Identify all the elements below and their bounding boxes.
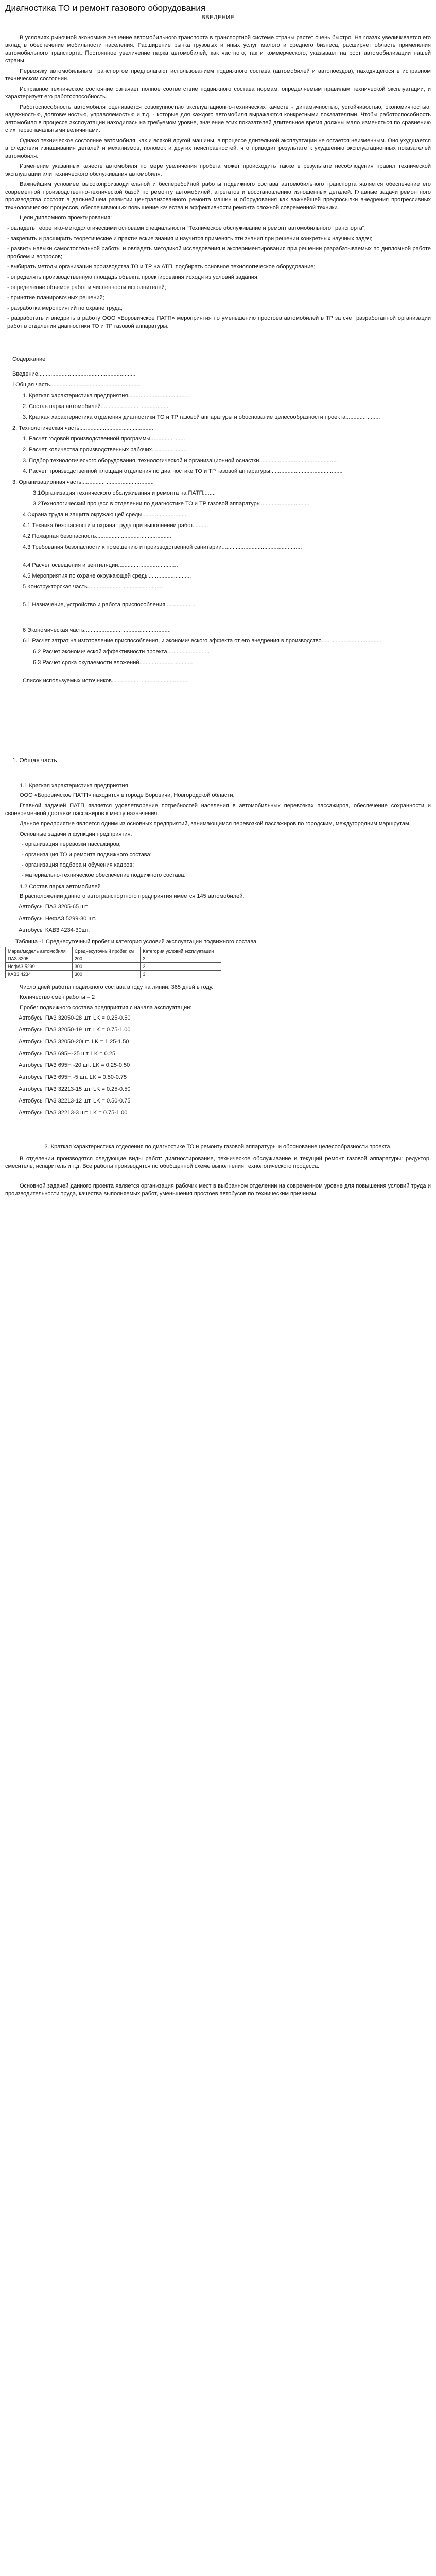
intro-heading: ВВЕДЕНИЕ <box>201 14 235 21</box>
table-header-cell: Марка/модель автомобиля <box>6 947 73 955</box>
table-row <box>6 955 221 963</box>
shifts-line: Количество смен работы – 2 <box>20 994 95 1001</box>
closing-paragraph: В отделении производятся следующие виды работ: диагностирование, техническое обслуживание и текущий ремонт газовой аппаратуры: редуктор, смеситель, испаритель и т.д. Все работы производятся по обобщенной схеме выполнения технологического процесса. <box>5 1156 431 1170</box>
work-days-line: Число дней работы подвижного состава в году на линии: 365 дней в году. <box>20 984 214 990</box>
toc-entry: 4.2 Пожарная безопасность................................................ <box>23 533 171 539</box>
table-row <box>6 963 221 971</box>
toc-entry: 2. Расчет количества производственных рабочих...................... <box>23 447 187 453</box>
intro-paragraph: Важнейшим условием высокопроизводительной и бесперебойной работы подвижного состава автомобильного транспорта является обеспечение его современной производственно-технической базой по ремонту автомобилей, агрегатов и восстановлению изношенных деталей. Главные задачи ремонтного производства состоят в дальнейшем развитии централизованного ремонта машин и оборудования как важнейшей предпосылки внедрения прогрессивных технологических процессов, обеспечивающих повышение качества и эффективности ремонта сложной современной техники. <box>5 181 431 211</box>
toc-lines <box>5 370 431 685</box>
mileage-line: Автобусы ПАЗ 32213-3 шт. LK = 0.75-1.00 <box>19 1110 128 1116</box>
function-item: - материально-техническое обеспечение подвижного состава. <box>22 872 186 878</box>
table-header-row <box>6 947 221 955</box>
intro-paragraph: Изменение указанных качеств автомобиля по мере увеличения пробега может происходить также в результате несоблюдения правил технической эксплуатации или технического обслуживания автомобиля. <box>5 163 431 177</box>
toc-entry: 6 Экономическая часть....................................................... <box>23 627 171 633</box>
goal-item: - разработать и внедрить в работу ООО «Боровичское ПАТП» мероприятия по уменьшению простоев автомобилей в ТР за счет разработанной организации работ в отделении диагностики ТО и ТР газовой аппаратуры. <box>7 315 431 329</box>
table-caption: Таблица -1 Среднесуточный пробег и категория условий эксплуатации подвижного состава <box>15 939 257 945</box>
table-row <box>6 971 221 978</box>
part1-heading: 1. Общая часть <box>12 757 57 764</box>
subsection-heading: 1.1 Краткая характеристика предприятия <box>20 783 128 789</box>
document-page <box>0 0 436 1221</box>
table-cell: 300 <box>72 971 141 978</box>
mileage-line: Автобусы ПАЗ 695Н -20 шт. LK = 0.25-0.50 <box>19 1062 130 1069</box>
toc-entry: 3. Организационная часть.............................................. <box>12 479 154 485</box>
table-header-cell: Категория условий эксплуатации <box>141 947 221 955</box>
closing-paragraph: Основной задачей данного проекта является организация рабочих мест в выбранном отделении на современном уровне для повышения условий труда и производительности труда, качества выполняемых работ, уменьшения простоев автобусов по техническим причинам. <box>5 1183 431 1197</box>
toc-title: Содержание <box>12 356 46 362</box>
function-item: - организация перевозки пассажиров; <box>22 841 121 848</box>
mileage-intro: Пробег подвижного состава предприятия с начала эксплуатации: <box>20 1005 192 1011</box>
bus-count-line: Автобусы КАВЗ 4234-30шт. <box>19 927 90 934</box>
toc-spacer <box>5 670 431 677</box>
toc-entry: 6.2 Расчет экономической эффективности проекта........................... <box>33 649 210 655</box>
intro-paragraph: Однако техническое состояние автомобиля, как и всякой другой машины, в процессе длительной эксплуатации не остается неизменным. Оно ухудшается в следствии изнашивания деталей и механизмов, поломок и других неисправностей, что приводит результате к ухудшению эксплуатационных показателей автомобиля. <box>5 138 431 159</box>
toc-spacer <box>5 612 431 619</box>
toc-entry: 4 Охрана труда и защита окружающей среды............................ <box>23 512 186 518</box>
document-title: Диагностика ТО и ремонт газового оборудования <box>5 3 206 13</box>
toc-entry: 3. Краткая характеристика отделения диагностики ТО и ТР газовой аппаратуры и обоснование целесообразности проекта...................... <box>23 414 380 420</box>
toc-entry: 6.1 Расчет затрат на изготовление приспособления, и экономического эффекта от его внедрения в производство...................................... <box>23 638 381 644</box>
mileage-line: Автобусы ПАЗ 695Н-25 шт. LK = 0.25 <box>19 1050 116 1057</box>
bus-count-line: Автобусы НефАЗ 5299-30 шт. <box>19 916 97 922</box>
bus-count-line: Автобусы ПАЗ 3205-65 шт. <box>19 904 89 910</box>
mileage-line: Автобусы ПАЗ 32050-20шт. LK = 1.25-1.50 <box>19 1039 129 1045</box>
goal-item: - определение объемов работ и численности исполнителей; <box>7 284 166 291</box>
goal-item: - определять производственную площадь объекта проектирования исходя из условий задания; <box>7 274 259 280</box>
toc-entry: 3.1Организация технического обслуживания и ремонта на ПАТП........ <box>33 490 216 496</box>
toc-entry: 3.2Технологический процесс в отделении по диагностике ТО и ТР газовой аппаратуры............................... <box>33 501 310 507</box>
toc-entry: 5 Конструкторская часть................................................ <box>23 584 163 590</box>
toc-entry: 4.4 Расчет освещения и вентиляции...................................... <box>23 562 178 568</box>
table-cell: ПАЗ 3205 <box>6 955 73 963</box>
mileage-line: Автобусы ПАЗ 32213-12 шт. LK = 0.50-0.75 <box>19 1098 131 1104</box>
intro-paragraph: Работоспособность автомобиля оценивается совокупностью эксплуатационно-технических качеств - динамичностью, устойчивостью, экономичностью, надежностью, долговечностью, управляемостью и т.д. - которые для каждого автомобиля выражаются конкретными показателями. Чтобы работоспособность автомобиля в процессе эксплуатации находилась на требуемом уровне, значение этих показателей длительное время должны мало изменяться по сравнению с их первоначальными величинами. <box>5 104 431 133</box>
intro-section <box>5 34 431 212</box>
toc-entry: 2. Состав парка автомобилей........................................... <box>23 403 169 410</box>
function-item: - организация подбора и обучения кадров; <box>22 862 134 868</box>
goal-item: - развить навыки самостоятельной работы и овладеть методикой исследования и экспериментирования при решении разрабатываемых по дипломной работе проблем и вопросов; <box>7 246 431 260</box>
toc-entry: Список используемых источников................................................ <box>23 677 187 684</box>
subsection-heading: 3. Краткая характеристика отделения по диагностике ТО и ремонту газовой аппаратуры и обоснование целесообразности проекта. <box>44 1144 392 1150</box>
table-cell: 3 <box>141 963 221 971</box>
toc-entry: 5.1 Назначение, устройство и работа приспособления................... <box>23 602 196 608</box>
toc-entry: 4.1 Техника безопасности и охрана труда при выполнении работ.......... <box>23 522 208 529</box>
goals-title: Цели дипломного проектирования: <box>20 215 112 221</box>
intro-paragraph: Исправное техническое состояние означает полное соответствие подвижного состава нормам, определяемым правилам технической эксплуатации, и характеризует его работоспособность. <box>5 86 431 100</box>
toc-entry: 4. Расчет производственной площади отделения по диагностике ТО и ТР газовой аппаратуры.............................................. <box>23 468 343 474</box>
mileage-line: Автобусы ПАЗ 32213-15 шт. LK = 0.25-0.50 <box>19 1086 131 1092</box>
toc-entry: 2. Технологическая часть............................................... <box>12 425 153 431</box>
toc-entry: Введение.............................................................. <box>12 371 136 377</box>
table-cell: НефАЗ 5299 <box>6 963 73 971</box>
goal-item: - овладеть теоретико-методологическими основами специальности "Техническое обслуживание и ремонт автомобильного транспорта"; <box>7 225 366 231</box>
function-item: - организация ТО и ремонта подвижного состава; <box>22 852 152 858</box>
goal-item: - закрепить и расширить теоретические и практические знания и научится применять эти знания при решении конкретных научных задач; <box>7 235 373 242</box>
toc-entry: 4.5 Мероприятия по охране окружающей среды........................... <box>23 573 191 579</box>
goal-item: - выбирать методы организации производства ТО и ТР на АТП, подбирать основное технологическое оборудование; <box>7 264 316 270</box>
goal-item: - разработка мероприятий по охране труда; <box>7 305 123 311</box>
toc-entry: 4.3 Требования безопасности к помещению и производственной санитарии................................................... <box>23 544 302 550</box>
part1-paragraph: Данное предприятие является одним из основных предприятий, занимающимся перевозкой пассажиров по городским, междугородним маршрутам. <box>20 821 411 827</box>
part1-paragraph: ООО «Боровичское ПАТП» находится в городе Боровичи, Новгородской области. <box>20 792 235 799</box>
toc-entry: 3. Подбор технологического оборудования, технологической и организационной оснастки.................................................. <box>23 457 338 464</box>
toc-entry: 6.3 Расчет срока окупаемости вложений.................................. <box>33 659 193 666</box>
table-cell: 3 <box>141 971 221 978</box>
toc-spacer <box>5 554 431 562</box>
toc-spacer <box>5 619 431 626</box>
goal-item: - принятие планировочных решений; <box>7 295 104 301</box>
subsection-heading: 1.2 Состав парка автомобилей <box>20 884 101 890</box>
toc-spacer <box>5 594 431 601</box>
goals-section <box>5 214 431 330</box>
intro-paragraph: В условиях рыночной экономике значение автомобильного транспорта в транспортной системе страны растет очень быстро. На глазах увеличивается его вклад в обеспечение мобильности населения. Расширение рынка грузовых и иных услуг, малого и среднего бизнеса, расширяет область применения автомобильного транспорта. Постоянное увеличение парка автомобилей, как частного, так и коммерческого, указывает на рост автомобилизации нашей страны. <box>5 35 431 64</box>
mileage-line: Автобусы ПАЗ 32050-19 шт. LK = 0.75-1.00 <box>19 1027 131 1033</box>
table-header-cell: Среднесуточный пробег, км <box>72 947 141 955</box>
vehicle-table <box>5 947 221 978</box>
intro-paragraph: Первоязку автомобильным транспортом предполагают использованием подвижного состава (автомобилей и автопоездов), находящегося в исправном техническом состоянии. <box>5 68 431 82</box>
part1-section <box>5 757 431 1198</box>
table-cell: 300 <box>72 963 141 971</box>
toc-entry: 1Общая часть.......................................................... <box>12 382 142 388</box>
table-cell: КАВЗ 4234 <box>6 971 73 978</box>
part1-paragraph: Главной задачей ПАТП является удовлетворение потребностей населения в автомобильных перевозках пассажиров, обеспечение сохранности и своевременной доставки пассажиров к месту назначения. <box>5 803 431 817</box>
table-cell: 200 <box>72 955 141 963</box>
toc-entry: 1. Краткая характеристика предприятия....................................... <box>23 393 189 399</box>
table-cell: 3 <box>141 955 221 963</box>
part1-paragraph: Основные задачи и функции предприятия: <box>20 831 132 837</box>
table-of-contents <box>5 355 431 685</box>
mileage-line: Автобусы ПАЗ 32050-28 шт. LK = 0.25-0.50 <box>19 1015 131 1021</box>
fleet-paragraph: В расположении данного автотранспортного предприятия имеется 145 автомобилей. <box>20 893 245 900</box>
toc-entry: 1. Расчет годовой производственной программы...................... <box>23 436 185 442</box>
mileage-line: Автобусы ПАЗ 695Н -5 шт. LK = 0.50-0.75 <box>19 1074 127 1080</box>
